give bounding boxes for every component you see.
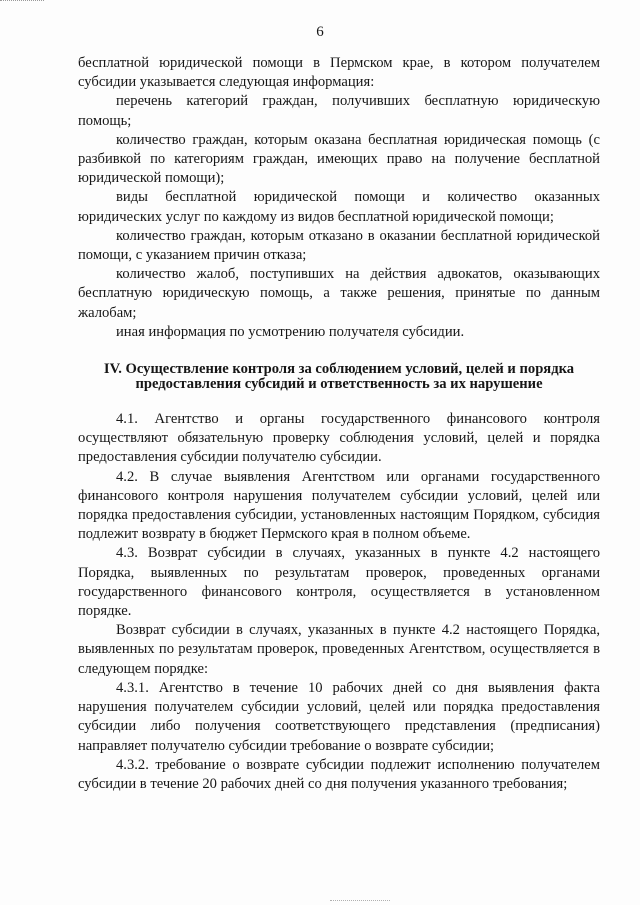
paragraph: количество граждан, которым оказана бесплатная юридическая помощь (с разбивкой по категориям граждан, имеющих право на получение бесплатной юридической помощи); [78, 131, 600, 187]
paragraph: 4.3. Возврат субсидии в случаях, указанных в пункте 4.2 настоящего Порядка, выявленных по результатам проверок, проведенных органами государственного финансового контроля, осуществляется в установленном порядке. [78, 545, 600, 620]
paragraph: перечень категорий граждан, получивших бесплатную юридическую помощь; [78, 93, 600, 129]
scan-bottom-mark [330, 900, 390, 903]
paragraph: 4.2. В случае выявления Агентством или органами государственного финансового контроля нарушения получателем субсидии условий, целей или порядка предоставления субсидии, установленных настоящим Порядком, субсидия подлежит возврату в бюджет Пермского края в полном объеме. [78, 468, 600, 543]
page-number: 6 [316, 24, 324, 40]
paragraph: Возврат субсидии в случаях, указанных в пункте 4.2 настоящего Порядка, выявленных по результатам проверок, проведенных Агентством, осуществляется в следующем порядке: [78, 622, 600, 677]
paragraph: количество жалоб, поступивших на действия адвокатов, оказывающих бесплатную юридическую помощь, а также решения, принятые по данным жалобам; [78, 266, 600, 321]
paragraph: бесплатной юридической помощи в Пермском крае, в котором получателем субсидии указывается следующая информация: [78, 55, 600, 91]
paragraph: 4.3.2. требование о возврате субсидии подлежит исполнению получателем субсидии в течение 20 рабочих дней со дня получения указанного требования; [78, 756, 600, 792]
paragraph: 4.3.1. Агентство в течение 10 рабочих дней со дня выявления факта нарушения получателем субсидии условий, целей или порядка предоставления субсидии либо получения соответствующего представления (предписания) направляет получателю субсидии требование о возврате субсидии; [78, 679, 600, 754]
paragraph: иная информация по усмотрению получателя субсидии. [116, 323, 465, 340]
paragraph: виды бесплатной юридической помощи и количество оказанных юридических услуг по каждому из видов бесплатной юридической помощи; [78, 189, 600, 225]
scan-corner-mark [0, 0, 44, 4]
paragraph: 4.1. Агентство и органы государственного финансового контроля осуществляют обязательную проверку соблюдения условий, целей и порядка предоставления субсидии получателю субсидии. [78, 411, 600, 466]
document-body [78, 54, 600, 794]
section-heading: IV. Осуществление контроля за соблюдением условий, целей и порядка предоставления субсидий и ответственность за их нарушение [103, 361, 575, 393]
paragraph: количество граждан, которым отказано в оказании бесплатной юридической помощи, с указанием причин отказа; [78, 227, 600, 264]
